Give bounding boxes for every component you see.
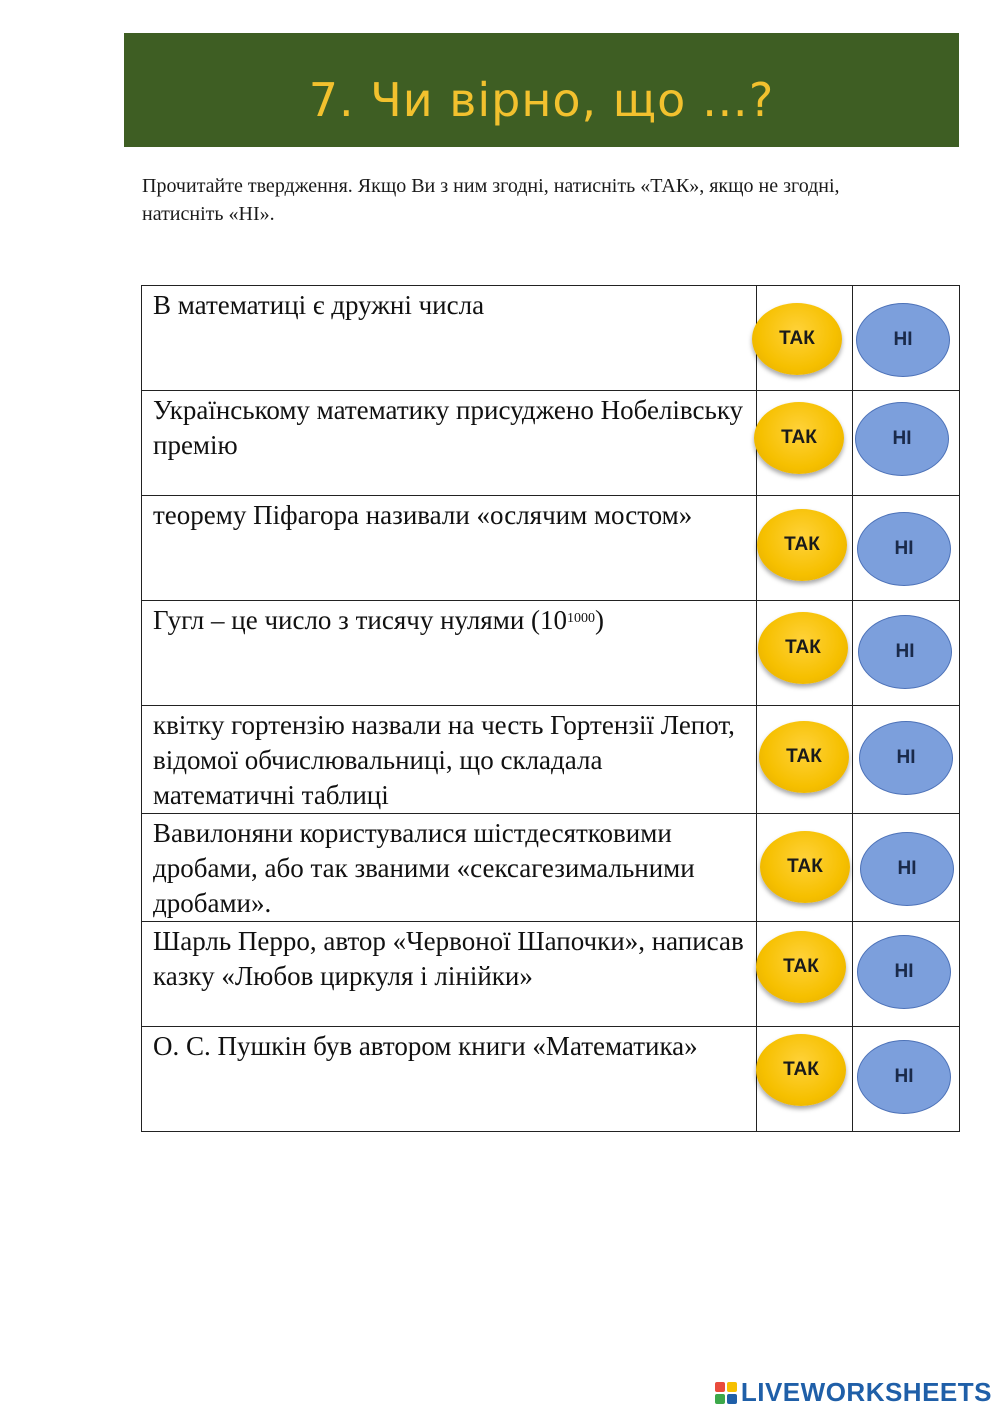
statement-cell bbox=[142, 601, 757, 706]
yes-button[interactable]: ТАК bbox=[752, 303, 842, 375]
yes-cell bbox=[757, 922, 853, 1027]
no-button[interactable]: НІ bbox=[857, 935, 951, 1009]
no-cell bbox=[853, 496, 960, 601]
yes-button[interactable]: ТАК bbox=[760, 831, 850, 903]
yes-cell bbox=[757, 1027, 853, 1132]
no-cell bbox=[853, 814, 960, 922]
yes-button[interactable]: ТАК bbox=[754, 402, 844, 474]
logo-icon bbox=[715, 1382, 737, 1404]
statement-tail: ) bbox=[595, 605, 605, 635]
page-title: 7. Чи вірно, що …? bbox=[308, 73, 775, 127]
logo-text: LIVEWORKSHEETS bbox=[740, 1377, 992, 1407]
statement-text: Українському математику присуджено Нобелівську премію bbox=[153, 395, 744, 460]
yes-cell bbox=[757, 496, 853, 601]
no-button[interactable]: НІ bbox=[857, 512, 951, 586]
statement-cell bbox=[142, 496, 757, 601]
no-button[interactable]: НІ bbox=[859, 721, 953, 795]
statement-row bbox=[142, 601, 960, 706]
yes-button[interactable]: ТАК bbox=[758, 612, 848, 684]
statement-cell bbox=[142, 814, 757, 922]
statement-cell bbox=[142, 1027, 757, 1132]
yes-button[interactable]: ТАК bbox=[756, 1034, 846, 1106]
instructions-text: Прочитайте твердження. Якщо Ви з ним згодні, натисніть «ТАК», якщо не згодні, натисніть «НІ». bbox=[142, 175, 840, 225]
yes-button[interactable]: ТАК bbox=[759, 721, 849, 793]
liveworksheets-logo bbox=[715, 1377, 992, 1408]
no-button[interactable]: НІ bbox=[860, 832, 954, 906]
header-banner bbox=[124, 33, 959, 147]
statement-row bbox=[142, 706, 960, 814]
statement-cell bbox=[142, 706, 757, 814]
statement-text: теорему Піфагора називали «ослячим мостом» bbox=[153, 500, 693, 530]
quiz-table bbox=[141, 285, 960, 1132]
statement-text: квітку гортензію назвали на честь Гортензії Лепот, відомої обчислювальниці, що складала математичні таблиці bbox=[153, 710, 735, 810]
statement-text: О. С. Пушкін був автором книги «Математика» bbox=[153, 1031, 698, 1061]
statement-row bbox=[142, 391, 960, 496]
no-cell bbox=[853, 601, 960, 706]
statement-row bbox=[142, 922, 960, 1027]
yes-cell bbox=[757, 814, 853, 922]
statement-text: Гугл – це число з тисячу нулями (10 bbox=[153, 605, 568, 635]
yes-button[interactable]: ТАК bbox=[757, 509, 847, 581]
yes-cell bbox=[757, 601, 853, 706]
no-cell bbox=[853, 1027, 960, 1132]
statement-cell bbox=[142, 391, 757, 496]
yes-cell bbox=[757, 706, 853, 814]
statement-text: Шарль Перро, автор «Червоної Шапочки», написав казку «Любов циркуля і лінійки» bbox=[153, 926, 744, 991]
statement-row bbox=[142, 1027, 960, 1132]
no-button[interactable]: НІ bbox=[857, 1040, 951, 1114]
statement-cell bbox=[142, 922, 757, 1027]
no-cell bbox=[853, 922, 960, 1027]
statement-text: В математиці є дружні числа bbox=[153, 290, 485, 320]
statement-row bbox=[142, 814, 960, 922]
yes-cell bbox=[757, 391, 853, 496]
statement-text: Вавилоняни користувалися шістдесятковими дробами, або так званими «сексагезимальними дробами». bbox=[153, 818, 695, 918]
no-button[interactable]: НІ bbox=[855, 402, 949, 476]
no-button[interactable]: НІ bbox=[856, 303, 950, 377]
statement-row bbox=[142, 286, 960, 391]
yes-button[interactable]: ТАК bbox=[756, 931, 846, 1003]
statement-cell bbox=[142, 286, 757, 391]
no-cell bbox=[853, 286, 960, 391]
no-button[interactable]: НІ bbox=[858, 615, 952, 689]
statement-row bbox=[142, 496, 960, 601]
no-cell bbox=[853, 706, 960, 814]
yes-cell bbox=[757, 286, 853, 391]
statement-superscript: 1000 bbox=[567, 611, 596, 626]
no-cell bbox=[853, 391, 960, 496]
